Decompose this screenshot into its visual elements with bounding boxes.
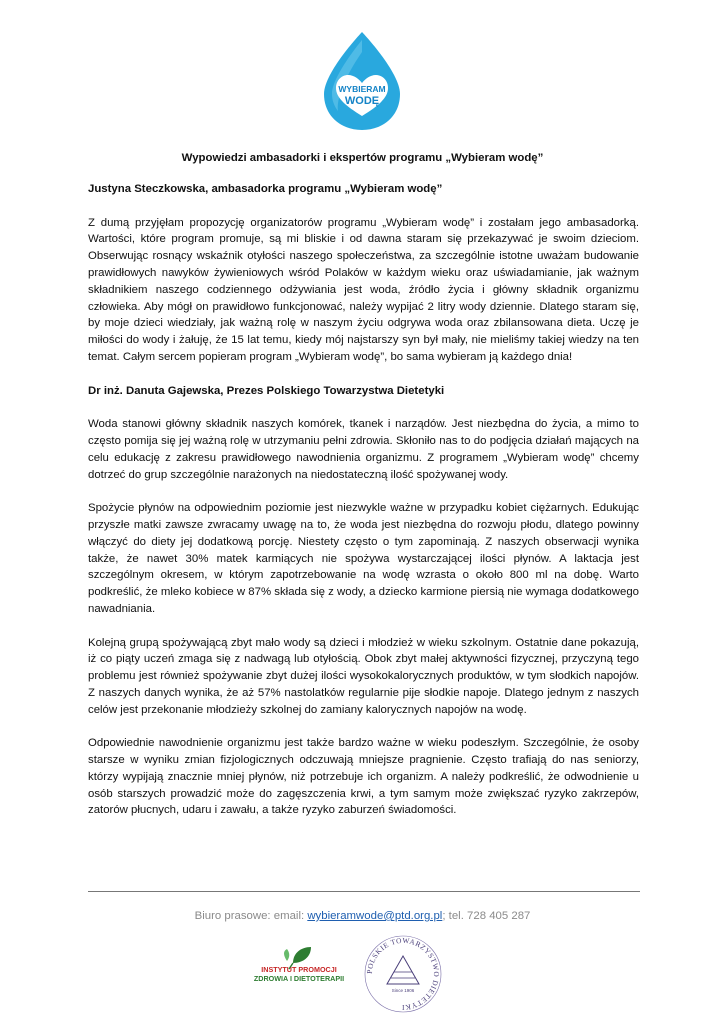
section-heading: Justyna Steczkowska, ambasadorka programu „Wybieram wodę”: [88, 183, 443, 195]
section-heading: Dr inż. Danuta Gajewska, Prezes Polskiego Towarzystwa Dietetyki: [88, 384, 445, 397]
paragraph: Kolejną grupą spożywającą zbyt mało wody są dzieci i młodzież w wieku szkolnym. Ostatnie dane pokazują, iż co piąty uczeń zmaga się z nadwagą lub otyłością. Obok zbyt małej aktywności fizycznej, przyczyną tego problemu jest również spożywanie zbyt dużej ilości wysokokalorycznych produktów, w tym słodkich napojów. Z naszych danych wynika, że aż 57% nastolatków regularnie pije słodkie napoje. Dlatego jednym z naszych celów jest przekonanie młodzieży szkolnej do zamiany kalorycznych napojów na wodę.: [88, 636, 639, 716]
section-expert: [88, 383, 639, 820]
pyramid-icon: [387, 956, 419, 984]
paragraph: Woda stanowi główny składnik naszych komórek, tkanek i narządów. Jest niezbędna do życia, a mimo to często pomija się jej ważną rolę w utrzymaniu pełni zdrowia. Skłoniło nas to do podjęcia działań mających na celu edukację z zakresu prawidłowego nawodnienia organizmu. Z programem „Wybieram wodę” chcemy dotrzeć do grup szczególnie narażonych na niedostateczną ilość spożywanej wody.: [88, 418, 639, 481]
wybieram-wode-logo: [316, 30, 408, 132]
pyramid-lines: [391, 972, 415, 978]
seal-since-text: Since 1906: [391, 988, 415, 993]
paragraph: Odpowiednie nawodnienie organizmu jest także bardzo ważne w wieku podeszłym. Szczególnie, że osoby starsze w wyniku zmian fizjologicznych odczuwają mniejsze pragnienie. Często trafiają do nas seniorzy, którzy wypijają znacznie mniej płynów, niż potrzebuje ich organizm. A należy podkreślić, że odwodnienie u osób starszych prowadzić może do zagęszczenia krwi, a tym samym może zwiększać ryzyko zakrzepów, zatorów płucnych, udaru i zawału, a także ryzyko zaburzeń świadomości.: [88, 737, 639, 817]
footer-suffix: ; tel. 728 405 287: [442, 910, 531, 922]
footer-prefix: Biuro prasowe: email:: [194, 910, 308, 922]
paragraph: Spożycie płynów na odpowiednim poziomie jest niezwykle ważne w przypadku kobiet ciężarnych. Edukując przyszłe matki zawsze zwracamy uwagę na to, że woda jest niezbędna do rozwoju płodu, dlatego powinny włączyć do diety jej dodatkową porcję. Niestety często o tym zapominają. Z naszych obserwacji wynika także, że nawet 30% matek karmiących nie spożywa wystarczającej ilości płynów. A laktacja jest szczególnym okresem, w którym zapotrzebowanie na wodę wzrasta o około 800 ml na dobę. Warto podkreślić, że mleko kobiece w 87% składa się z wody, a dziecko karmione piersią nie wymaga dodatkowego nawadniania.: [88, 502, 639, 615]
email-link[interactable]: wybieramwode@ptd.org.pl: [307, 910, 443, 922]
logo-text-line1: WYBIERAM: [338, 84, 386, 94]
footer-divider: [88, 891, 640, 892]
logo-text-line2: WODĘ: [344, 95, 380, 107]
paragraph: Z dumą przyjęłam propozycję organizatorów programu „Wybieram wodę” i zostałam jego ambasadorką. Wartości, które program promuje, są mi bliskie i od dawna staram się przekazywać je swoim dzieciom. Obserwując rosnący wskaźnik otyłości naszego społeczeństwa, za szczególnie istotne uważam budowanie prawidłowych nawyków żywieniowych wśród Polaków w każdym wieku oraz uświadamianie, jak ważnym składnikiem naszego codziennego odżywiania jest woda, źródło życia i główny składnik organizmu człowieka. Aby mógł on prawidłowo funkcjonować, należy wypijać 2 litry wody dziennie. Dlatego staram się, by moje dzieci wiedziały, jak ważną rolę w naszym życiu odgrywa woda oraz zbilansowana dieta. Uczę je miłości do wody i żałuję, że 15 lat temu, kiedy mój najstarszy syn był mały, nie mieliśmy takiej wiedzy na ten temat. Całym sercem popieram program „Wybieram wodę”, bo sama wybieram ją każdego dnia!: [88, 216, 639, 363]
ipzd-logo-text: [253, 965, 345, 983]
document-body: [88, 181, 639, 836]
press-office-footer: [0, 910, 725, 922]
seal-ring-text: POLSKIE TOWARZYSTWO DIETETYKI: [364, 935, 442, 1013]
ipzd-line2: ZDROWIA I DIETOTERAPII: [253, 974, 345, 983]
ptd-seal-logo: [363, 934, 443, 1014]
leaf-small-icon: [284, 949, 289, 961]
section-ambassador: [88, 181, 639, 366]
leaf-icon: [293, 947, 311, 963]
document-title: Wypowiedzi ambasadorki i ekspertów programu „Wybieram wodę”: [181, 152, 544, 164]
ipzd-line1: INSTYTUT PROMOCJI: [261, 965, 337, 974]
